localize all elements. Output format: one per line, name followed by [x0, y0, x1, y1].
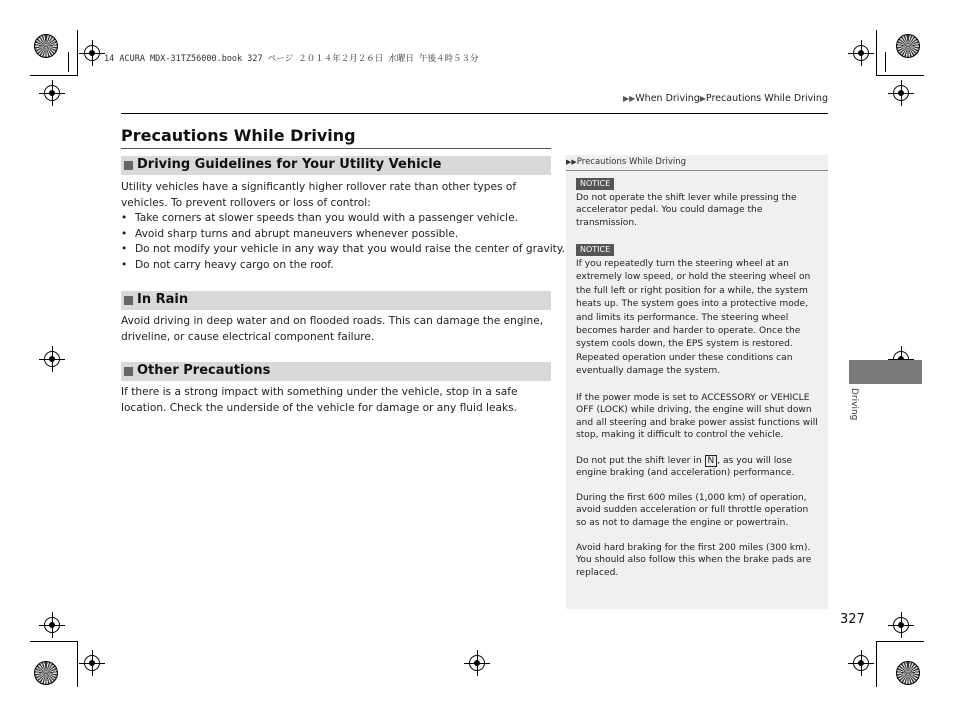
registration-mark-icon [44, 85, 60, 101]
sidebar-divider [566, 170, 828, 171]
bullet-icon: • [121, 243, 128, 255]
registration-mark-icon [84, 655, 100, 671]
section-heading-bar [121, 156, 551, 175]
section-text: Utility vehicles have a significantly higher rollover rate than other types of vehicles. To prevent rollovers or loss of control: [121, 181, 517, 209]
sidebar-paragraph: Do not put the shift lever in N , as you will lose engine braking (and acceleration) performance. [576, 456, 795, 479]
bullet-icon: • [121, 212, 128, 224]
registration-mark-icon [893, 85, 909, 101]
page-title: Precautions While Driving [121, 126, 356, 145]
bullet-icon: • [121, 227, 128, 240]
list-item: • Avoid sharp turns and abrupt maneuvers whenever possible. [121, 227, 553, 243]
breadcrumb-arrow-icon: ▶ [699, 94, 706, 103]
registration-mark-icon [44, 617, 60, 633]
notice-badge: NOTICE [576, 244, 614, 256]
list-item: • Do not modify your vehicle in any way that you would raise the center of gravity. [121, 242, 553, 258]
notice-badge: NOTICE [576, 178, 614, 190]
sidebar-paragraph: Avoid hard braking for the first 200 miles (300 km). You should also follow this when the brake pads are replaced. [576, 543, 812, 578]
sidebar-heading: ▶▶Precautions While Driving [566, 157, 686, 167]
section-heading: In Rain [137, 292, 189, 307]
print-header: 14 ACURA MDX-31TZ56000.book 327 ページ ２０１４年２月２６日 水曜日 午後４時５３分 [104, 54, 479, 64]
breadcrumb-item[interactable]: Precautions While Driving [705, 93, 828, 104]
section-heading: Driving Guidelines for Your Utility Vehicle [137, 157, 442, 172]
section-square-icon [124, 296, 133, 305]
section-text: If there is a strong impact with something under the vehicle, stop in a safe location. Check the underside of the vehicle for damage or any fluid leaks. [121, 386, 518, 414]
breadcrumb-arrow-icon: ▶▶ [622, 94, 636, 103]
registration-rosette-icon [896, 34, 920, 58]
bullet-list [121, 211, 565, 273]
reference-arrow-icon: ▶▶ [566, 158, 577, 166]
registration-mark-icon [84, 45, 100, 61]
sidebar-paragraph: If the power mode is set to ACCESSORY or VEHICLE OFF (LOCK) while driving, the engine will shut down and all steering and brake power assist functions will stop, making it difficult to control the vehicle. [576, 393, 818, 441]
section-square-icon [124, 161, 133, 170]
sidebar-paragraph: During the first 600 miles (1,000 km) of operation, avoid sudden acceleration or full throttle operation so as not to damage the engine or powertrain. [576, 493, 809, 528]
list-item: • Do not carry heavy cargo on the roof. [121, 258, 553, 274]
registration-rosette-icon [34, 661, 58, 685]
title-divider [121, 148, 551, 149]
notice-text: Do not operate the shift lever while pressing the accelerator pedal. You could damage the transmission. [576, 193, 797, 228]
notice-text: If you repeatedly turn the steering wheel at an extremely low speed, or hold the steering wheel on the full left or right position for a while, the system heats up. The system goes into a protective mode, and limits its performance. The steering wheel becomes harder and harder to operate. Once the system cools down, the EPS system is restored. Repeated operation under these conditions can eventually damage the system. [576, 259, 811, 377]
section-heading-bar [121, 362, 551, 381]
breadcrumb-item[interactable]: When Driving [635, 93, 700, 104]
registration-rosette-icon [34, 34, 58, 58]
shift-position-key-icon: N [705, 455, 718, 467]
header-divider [121, 113, 828, 114]
registration-mark-icon [893, 617, 909, 633]
section-heading: Other Precautions [137, 363, 271, 378]
registration-mark-icon [853, 655, 869, 671]
bullet-icon: • [121, 258, 128, 271]
registration-rosette-icon [896, 661, 920, 685]
section-heading-bar [121, 291, 551, 310]
section-square-icon [124, 367, 133, 376]
registration-mark-icon [469, 655, 485, 671]
page-number: 327 [840, 612, 865, 627]
section-tab-marker [849, 360, 922, 384]
list-item: • Take corners at slower speeds than you would with a passenger vehicle. [121, 211, 553, 227]
registration-mark-icon [853, 45, 869, 61]
section-tab-label[interactable]: Driving [849, 388, 859, 421]
section-text: Avoid driving in deep water and on flooded roads. This can damage the engine, driveline, or cause electrical component failure. [121, 315, 544, 343]
registration-mark-icon [44, 351, 60, 367]
breadcrumb [623, 93, 828, 104]
